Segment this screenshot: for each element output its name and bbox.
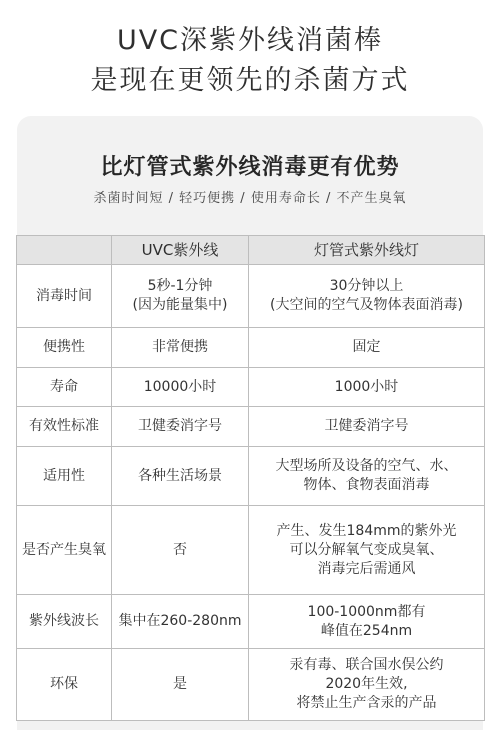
uvc-cell: 集中在260-280nm — [112, 595, 249, 649]
table-header-empty — [17, 236, 112, 265]
uvc-cell: 否 — [112, 506, 249, 595]
uvc-cell: 非常便携 — [112, 328, 249, 368]
card-title: 比灯管式紫外线消毒更有优势 — [100, 155, 400, 180]
hero-title-line1: UVC深紫外线消菌棒 — [116, 25, 384, 56]
table-row — [17, 649, 485, 721]
table-row — [17, 328, 485, 368]
row-label: 寿命 — [17, 368, 112, 407]
lamp-cell: 1000小时 — [249, 368, 485, 407]
lamp-cell: 卫健委消字号 — [249, 407, 485, 447]
uvc-cell: 5秒-1分钟 (因为能量集中) — [112, 265, 249, 328]
lamp-cell: 大型场所及设备的空气、水、 物体、食物表面消毒 — [249, 447, 485, 506]
row-label: 便携性 — [17, 328, 112, 368]
table-row — [17, 447, 485, 506]
row-label: 适用性 — [17, 447, 112, 506]
row-label: 有效性标准 — [17, 407, 112, 447]
uvc-cell: 是 — [112, 649, 249, 721]
card-subtitle: 杀菌时间短 / 轻巧便携 / 使用寿命长 / 不产生臭氧 — [93, 191, 407, 206]
table-row — [17, 368, 485, 407]
hero-title-line2: 是现在更领先的杀菌方式 — [90, 65, 410, 96]
uvc-cell: 各种生活场景 — [112, 447, 249, 506]
uvc-cell: 10000小时 — [112, 368, 249, 407]
lamp-cell: 产生、发生184mm的紫外光 可以分解氧气变成臭氧、 消毒完后需通风 — [249, 506, 485, 595]
lamp-cell: 汞有毒、联合国水俣公约 2020年生效, 将禁止生产含汞的产品 — [249, 649, 485, 721]
lamp-cell: 固定 — [249, 328, 485, 368]
lamp-cell: 30分钟以上 (大空间的空气及物体表面消毒) — [249, 265, 485, 328]
table-header-lamp: 灯管式紫外线灯 — [249, 236, 485, 265]
uvc-cell: 卫健委消字号 — [112, 407, 249, 447]
row-label: 消毒时间 — [17, 265, 112, 328]
lamp-cell: 100-1000nm都有 峰值在254nm — [249, 595, 485, 649]
table-row — [17, 506, 485, 595]
row-label: 是否产生臭氧 — [17, 506, 112, 595]
table-row — [17, 265, 485, 328]
table-header-uvc: UVC紫外线 — [112, 236, 249, 265]
row-label: 环保 — [17, 649, 112, 721]
table-row — [17, 595, 485, 649]
table-row — [17, 407, 485, 447]
table-header-row — [17, 236, 485, 265]
comparison-table — [16, 235, 485, 721]
row-label: 紫外线波长 — [17, 595, 112, 649]
